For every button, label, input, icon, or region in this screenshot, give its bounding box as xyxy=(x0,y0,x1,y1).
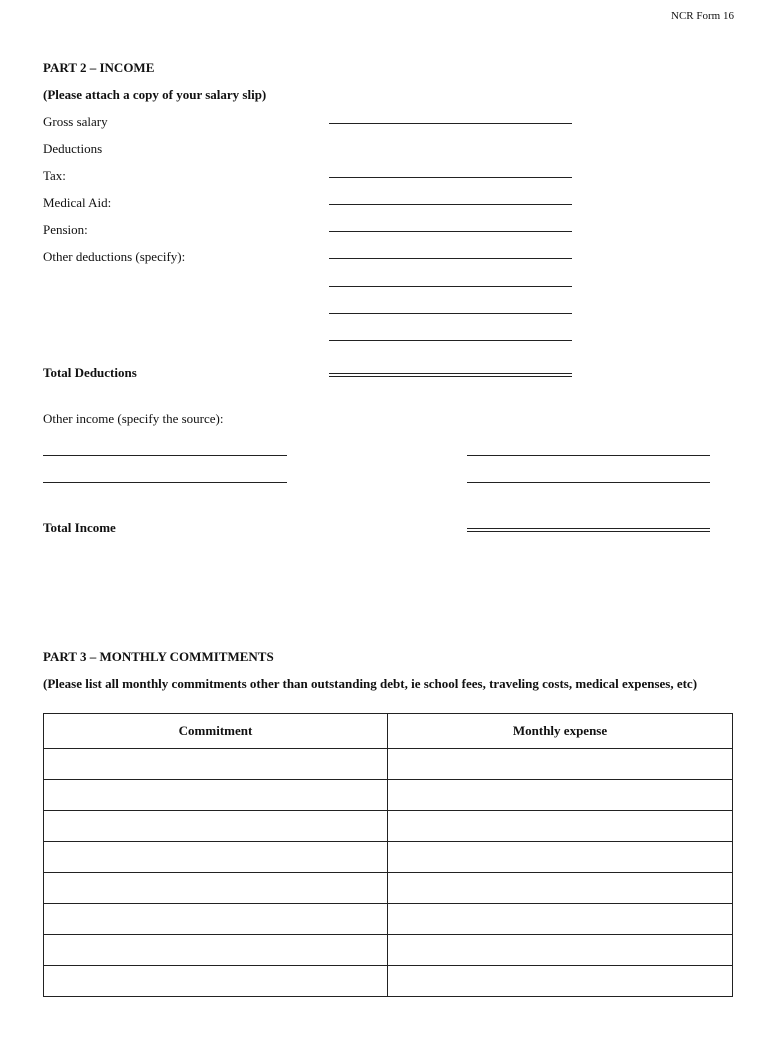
monthly-expense-cell[interactable] xyxy=(388,904,733,935)
monthly-expense-cell[interactable] xyxy=(388,935,733,966)
table-row xyxy=(44,873,733,904)
medical-aid-field[interactable] xyxy=(329,204,572,205)
part3-instruction: (Please list all monthly commitments other than outstanding debt, ie school fees, traveling costs, medical expenses, etc) xyxy=(43,676,698,691)
commitment-column-header: Commitment xyxy=(44,714,388,749)
other-income-source-field-2[interactable] xyxy=(43,482,287,483)
other-income-amount-field-1[interactable] xyxy=(467,455,710,456)
monthly-expense-cell[interactable] xyxy=(388,842,733,873)
table-header-row xyxy=(44,714,733,749)
total-deductions-field[interactable] xyxy=(329,373,572,377)
tax-label: Tax: xyxy=(43,168,66,183)
commitment-cell[interactable] xyxy=(44,780,388,811)
table-row xyxy=(44,780,733,811)
gross-salary-label: Gross salary xyxy=(43,114,108,129)
form-number: NCR Form 16 xyxy=(671,10,734,22)
commitment-cell[interactable] xyxy=(44,966,388,997)
total-deductions-label: Total Deductions xyxy=(43,365,137,380)
table-row xyxy=(44,842,733,873)
commitment-cell[interactable] xyxy=(44,873,388,904)
commitment-cell[interactable] xyxy=(44,935,388,966)
commitment-cell[interactable] xyxy=(44,811,388,842)
table-row xyxy=(44,904,733,935)
other-deductions-field-3[interactable] xyxy=(329,313,572,314)
other-income-source-field-1[interactable] xyxy=(43,455,287,456)
table-row xyxy=(44,749,733,780)
other-income-amount-field-2[interactable] xyxy=(467,482,710,483)
part3-heading: PART 3 – MONTHLY COMMITMENTS xyxy=(43,649,274,664)
part2-heading: PART 2 – INCOME xyxy=(43,60,155,75)
total-income-label: Total Income xyxy=(43,520,116,535)
other-income-label: Other income (specify the source): xyxy=(43,411,224,426)
monthly-expense-cell[interactable] xyxy=(388,780,733,811)
commitment-cell[interactable] xyxy=(44,842,388,873)
gross-salary-field[interactable] xyxy=(329,123,572,124)
table-row xyxy=(44,935,733,966)
commitment-cell[interactable] xyxy=(44,904,388,935)
table-row xyxy=(44,811,733,842)
commitment-cell[interactable] xyxy=(44,749,388,780)
table-row xyxy=(44,966,733,997)
monthly-expense-cell[interactable] xyxy=(388,873,733,904)
deductions-label: Deductions xyxy=(43,141,103,156)
pension-label: Pension: xyxy=(43,222,88,237)
monthly-expense-column-header: Monthly expense xyxy=(388,714,733,749)
total-income-field[interactable] xyxy=(467,528,710,532)
monthly-expense-cell[interactable] xyxy=(388,966,733,997)
monthly-expense-cell[interactable] xyxy=(388,811,733,842)
monthly-commitments-table xyxy=(43,713,733,997)
other-deductions-field-2[interactable] xyxy=(329,286,572,287)
other-deductions-field-1[interactable] xyxy=(329,258,572,259)
other-deductions-label: Other deductions (specify): xyxy=(43,249,186,264)
other-deductions-field-4[interactable] xyxy=(329,340,572,341)
tax-field[interactable] xyxy=(329,177,572,178)
medical-aid-label: Medical Aid: xyxy=(43,195,112,210)
pension-field[interactable] xyxy=(329,231,572,232)
part2-instruction: (Please attach a copy of your salary slip) xyxy=(43,87,267,102)
monthly-expense-cell[interactable] xyxy=(388,749,733,780)
